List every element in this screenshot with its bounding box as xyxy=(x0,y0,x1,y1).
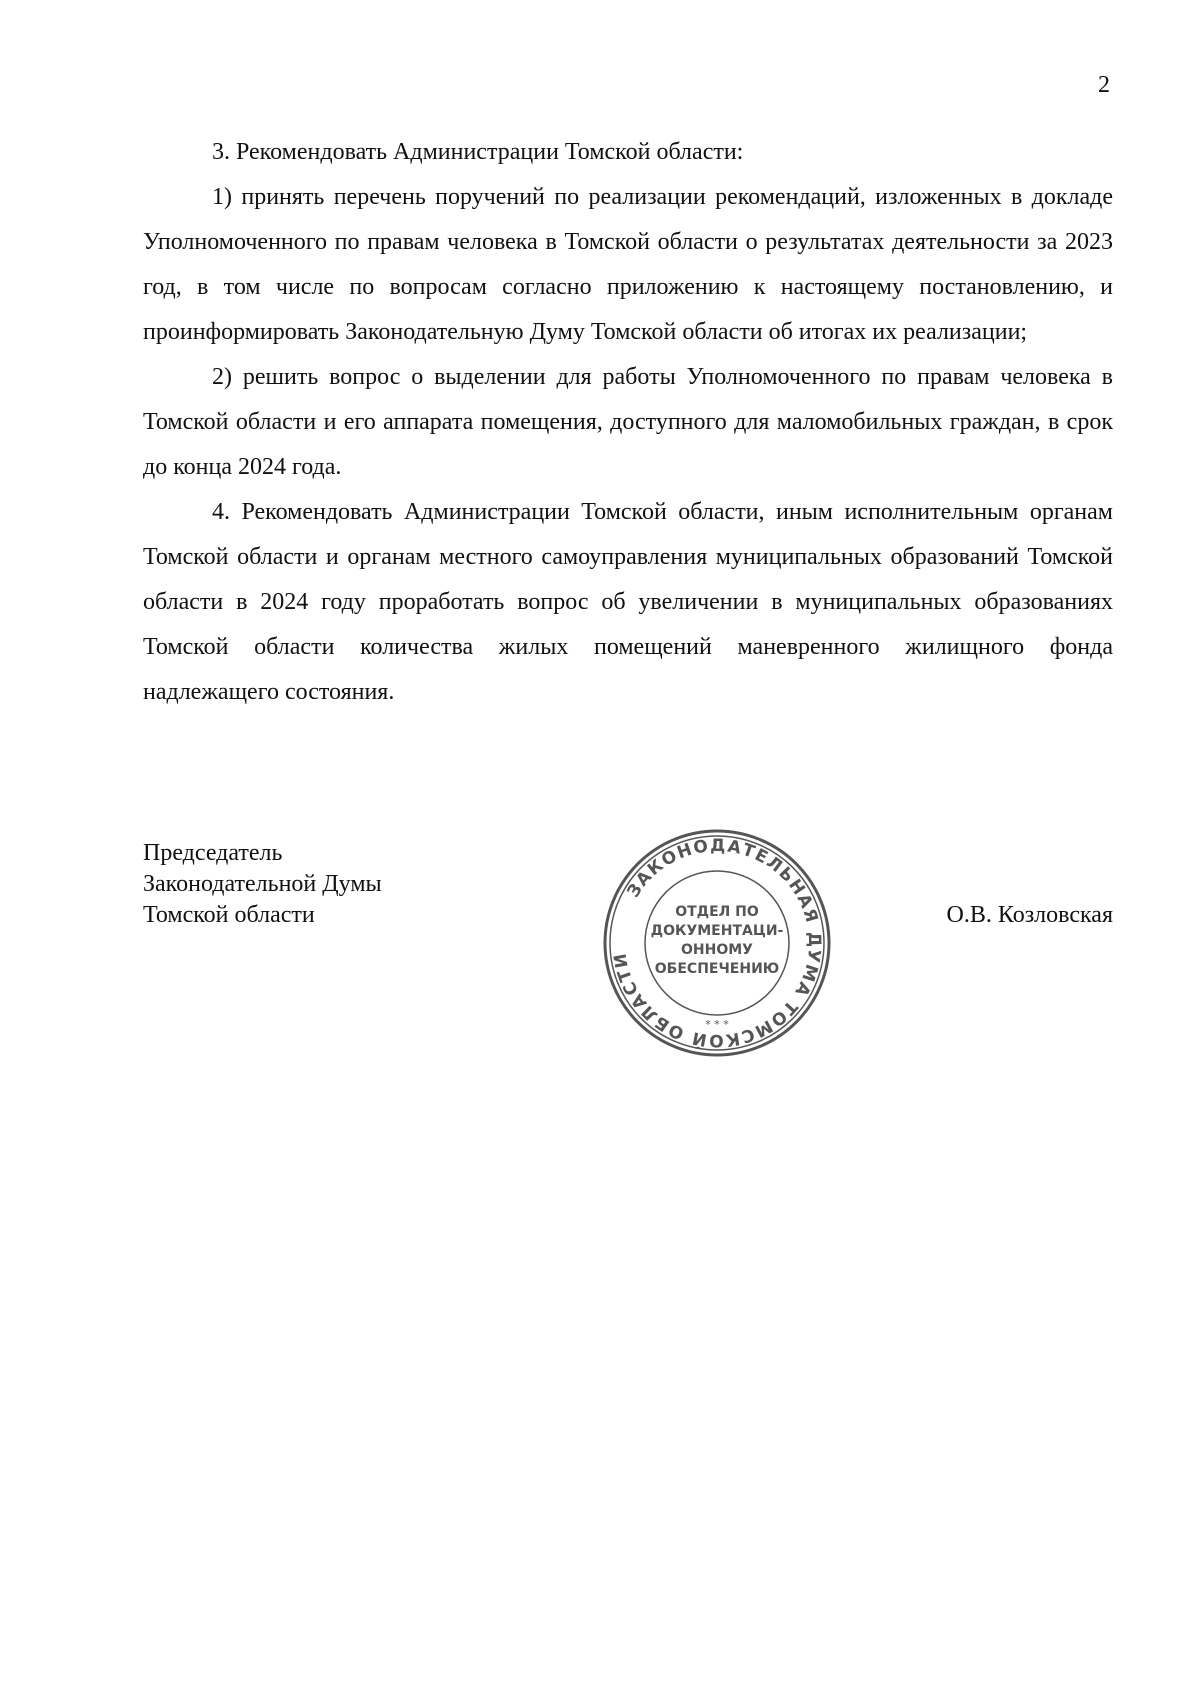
official-seal xyxy=(602,828,832,1058)
paragraph-3-2: 2) решить вопрос о выделении для работы Уполномоченного по правам человека в Томской области и его аппарата помещения, доступного для маломобильных граждан, в срок до конца 2024 года. xyxy=(143,364,1113,480)
seal-outer-text: ЗАКОНОДАТЕЛЬНАЯ ДУМА ТОМСКОЙ ОБЛАСТИ xyxy=(610,835,825,1051)
signatory-title-line: Председатель xyxy=(143,840,283,866)
signatory-title-line: Законодательной Думы xyxy=(143,871,382,897)
paragraph-4: 4. Рекомендовать Администрации Томской области, иным исполнительным органам Томской области и органам местного самоуправления муниципальных образований Томской области в 2024 году проработать вопрос об увеличении в муниципальных образованиях Томской области количества жилых помещений маневренного жилищного фонда надлежащего состояния. xyxy=(143,499,1113,705)
seal-inner-line: ОТДЕЛ ПО xyxy=(675,904,759,920)
signatory-title xyxy=(143,838,382,931)
paragraph-3-1: 1) принять перечень поручений по реализации рекомендаций, изложенных в докладе Уполномоченного по правам человека в Томской области о результатах деятельности за 2023 год, в том числе по вопросам согласно приложению к настоящему постановлению, и проинформировать Законодательную Думу Томской области об итогах их реализации; xyxy=(143,184,1113,345)
seal-inner-line: ОБЕСПЕЧЕНИЮ xyxy=(654,961,780,977)
signature-block xyxy=(143,835,1113,1068)
seal-inner-line: ДОКУМЕНТАЦИ- xyxy=(650,923,784,939)
paragraph-3: 3. Рекомендовать Администрации Томской области: xyxy=(212,139,744,165)
signatory-title-line: Томской области xyxy=(143,902,315,928)
signatory-name: О.В. Козловская xyxy=(946,902,1113,928)
seal-bottom-mark: * * * xyxy=(705,1018,729,1031)
seal-inner-line: ОННОМУ xyxy=(681,942,753,958)
page-number: 2 xyxy=(1098,72,1110,98)
document-body xyxy=(143,130,1113,715)
